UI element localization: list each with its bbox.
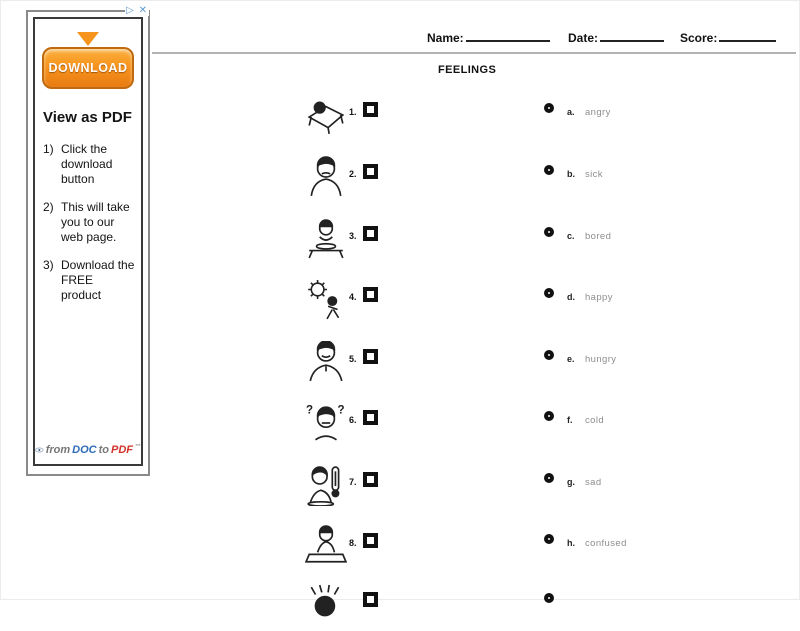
option-circle[interactable] xyxy=(544,534,554,544)
instruction-text: Download the FREE product xyxy=(61,258,135,302)
item-checkbox[interactable] xyxy=(363,164,378,179)
person-crying-on-bed-image xyxy=(305,94,347,136)
worksheet-row xyxy=(0,524,800,570)
item-checkbox[interactable] xyxy=(363,472,378,487)
ad-close-icon[interactable]: ✕ xyxy=(138,5,148,16)
option-word: sick xyxy=(585,169,603,180)
confused-person-question-marks-image xyxy=(305,402,347,444)
name-label: Name: xyxy=(427,31,464,45)
option-circle[interactable] xyxy=(544,103,554,113)
item-checkbox[interactable] xyxy=(363,287,378,302)
item-checkbox[interactable] xyxy=(363,102,378,117)
option-circle[interactable] xyxy=(544,411,554,421)
option-circle[interactable] xyxy=(544,165,554,175)
angry-head-radiating-lines-image xyxy=(305,584,347,626)
instruction-number: 1) xyxy=(43,142,54,156)
item-checkbox[interactable] xyxy=(363,349,378,364)
person-sitting-at-desk-image xyxy=(305,525,347,567)
item-number: 2. xyxy=(349,169,357,179)
ad-controls xyxy=(125,6,149,16)
download-arrow-icon xyxy=(77,32,99,46)
worried-man-image xyxy=(305,156,347,198)
option-circle[interactable] xyxy=(544,227,554,237)
worksheet-row xyxy=(0,217,800,263)
date-label: Date: xyxy=(568,31,599,45)
instruction-text: This will take you to our web page. xyxy=(61,200,130,244)
option-word: sad xyxy=(585,477,602,488)
item-checkbox[interactable] xyxy=(363,410,378,425)
name-blank-line xyxy=(466,31,550,42)
smiling-man-image xyxy=(305,341,347,383)
item-number: 4. xyxy=(349,292,357,302)
worksheet-row xyxy=(0,401,800,447)
option-circle[interactable] xyxy=(544,288,554,298)
option-letter: e. xyxy=(567,354,575,364)
logo-from: from xyxy=(45,444,71,456)
name-field xyxy=(427,31,550,45)
item-number: 7. xyxy=(349,477,357,487)
item-number: 5. xyxy=(349,354,357,364)
worksheet-row xyxy=(0,463,800,509)
item-checkbox[interactable] xyxy=(363,226,378,241)
option-word: bored xyxy=(585,231,612,242)
option-letter: d. xyxy=(567,292,575,302)
worksheet-row xyxy=(0,278,800,324)
logo-doc: DOC xyxy=(72,444,97,456)
item-number: 6. xyxy=(349,415,357,425)
header-divider xyxy=(152,52,796,54)
date-blank-line xyxy=(600,31,664,42)
option-circle[interactable] xyxy=(544,473,554,483)
option-word: cold xyxy=(585,415,605,426)
option-letter: h. xyxy=(567,538,575,548)
worksheet-row xyxy=(0,583,800,629)
logo-pdf: PDF xyxy=(111,444,133,456)
worksheet-row xyxy=(0,155,800,201)
score-blank-line xyxy=(719,31,776,42)
option-letter: b. xyxy=(567,169,575,179)
option-word: angry xyxy=(585,107,611,118)
score-field xyxy=(680,31,776,45)
item-number: 3. xyxy=(349,231,357,241)
option-word: happy xyxy=(585,292,613,303)
item-number: 8. xyxy=(349,538,357,548)
score-label: Score: xyxy=(680,31,718,45)
option-word: hungry xyxy=(585,354,617,365)
page-title: FEELINGS xyxy=(438,64,497,76)
worksheet-row xyxy=(0,340,800,386)
instruction-number: 2) xyxy=(43,200,54,214)
ad-heading: View as PDF xyxy=(43,109,132,126)
item-number: 1. xyxy=(349,107,357,117)
option-letter: a. xyxy=(567,107,575,117)
child-with-thermometer-image xyxy=(305,464,347,506)
option-letter: f. xyxy=(567,415,573,425)
item-checkbox[interactable] xyxy=(363,533,378,548)
option-circle[interactable] xyxy=(544,593,554,603)
logo-trademark: ™ xyxy=(135,444,141,450)
svg-text:?: ? xyxy=(306,404,314,417)
worksheet-row xyxy=(0,93,800,139)
option-letter: c. xyxy=(567,231,575,241)
option-letter: g. xyxy=(567,477,575,487)
date-field xyxy=(568,31,664,45)
svg-text:?: ? xyxy=(337,404,345,417)
option-circle[interactable] xyxy=(544,350,554,360)
instruction-number: 3) xyxy=(43,258,54,272)
adchoices-icon[interactable]: ▷ xyxy=(126,5,135,16)
download-button[interactable]: DOWNLOAD xyxy=(42,47,134,89)
instruction-text: Click the download button xyxy=(61,142,113,186)
person-under-sun-image xyxy=(305,279,347,321)
person-eating-meal-image xyxy=(305,218,347,260)
logo-to: to xyxy=(98,444,109,456)
option-word: confused xyxy=(585,538,627,549)
